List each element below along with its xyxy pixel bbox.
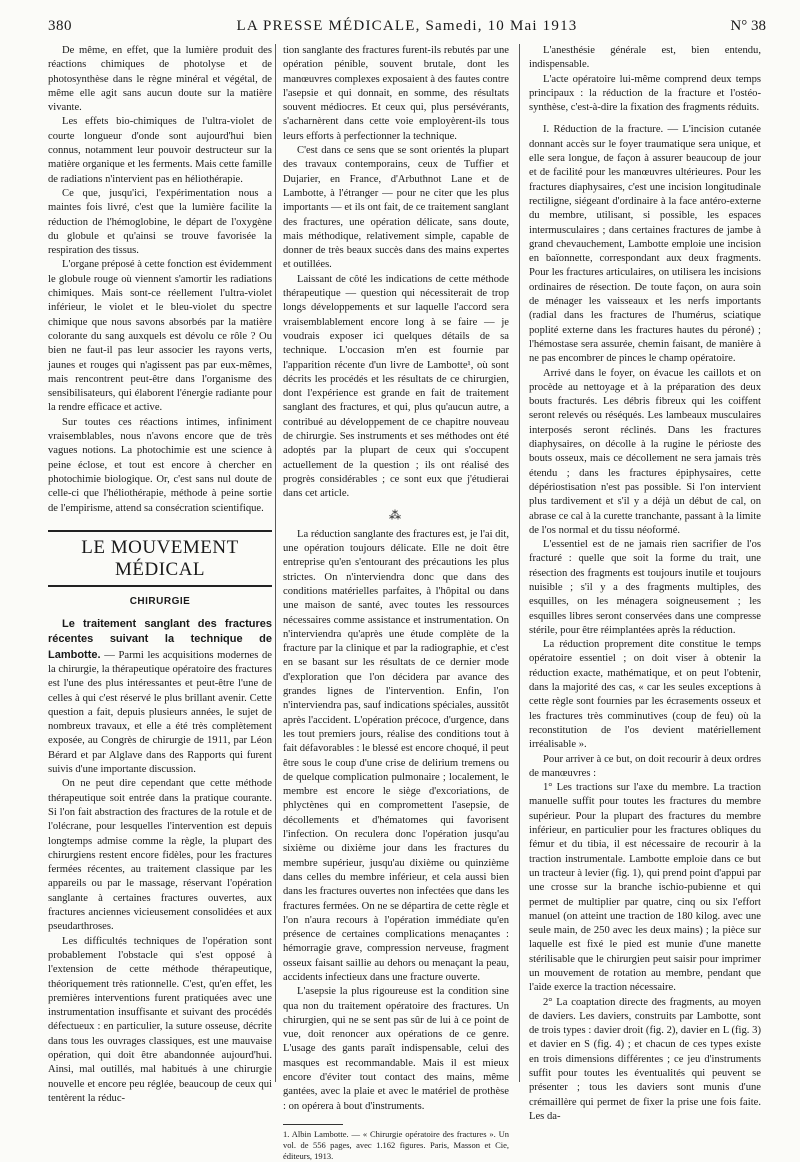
paragraph: Arrivé dans le foyer, on évacue les caillots et on procède au nettoyage et à la préparation des deux bouts fracturés. Les débris fibreux qui les coiffent seront relevés ou réséqués. Les lambeaux musculaires interposés seront réclinés. Dans les fractures diaphysaires, on décolle à la rugine le périoste des bouts osseux, mais ce décollement ne sera jamais très étendu ; dans les fractures épiphysaires, cette dépériostisation n'est pas possible. Si l'on intervient plus tardivement et s'il y a déjà un début de cal, on abrase ce cal à la curette tranchante, passant à la limite de l'os normal et du tissu néoformé. <box>529 367 761 536</box>
column-2 <box>283 44 509 1161</box>
paragraph: Sur toutes ces réactions intimes, infiniment vraisemblables, nous n'avons encore que de très vagues notions. La photochimie est une science à peine éclose, et tout est encore à chercher en photochimie biologique. Or, c'est sans nul doute de celle-ci que l'héliothérapie, méthode à peine sortie de l'empirisme, attend sa consécration scientifique. <box>48 416 272 514</box>
paragraph: On ne peut dire cependant que cette méthode thérapeutique soit entrée dans la pratique courante. Si l'on fait abstraction des fractures de la rotule et de l'olécrane, pour lesquelles l'intervention est depuis longtemps admise comme la règle, la plupart des chirurgiens restent encore fidèles, pour les fractures fermées récentes, au traitement classique par les appareils ou par le massage, réservant l'opération sanglante à certaines fractures ouvertes, aux fractures anciennes vicieusement consolidées et aux pseudarthroses. <box>48 778 272 933</box>
paragraph: L'essentiel est de ne jamais rien sacrifier de l'os fracturé : quelle que soit la forme du trait, une résection des fragments est toujours inutile et toujours nuisible ; s'il y a des fragments multiples, des esquilles, on les ménagera soigneusement ; les esquilles libres seront conservées dans une compresse stérile, pour être réimplantées après la réduction. <box>529 539 761 636</box>
section-title: LE MOUVEMENT MÉDICAL <box>81 536 239 580</box>
paragraph: Les effets bio-chimiques de l'ultra-violet de courte longueur d'onde sont aujourd'hui bien connus, notamment leur pouvoir destructeur sur la matière organique et les ferments. Mais cette famille de radiations n'intervient pas en héliothérapie. <box>48 116 272 185</box>
article-lead: — Parmi les acquisitions modernes de la chirurgie, la thérapeutique opératoire des fractures est l'une des plus intéressantes et peut-être l'une de celles à qui c'est réservé le plus brillant avenir. Cette question a fait, depuis plusieurs années, le sujet de nombreux travaux, et elle a été très complètement exposée, au Congrès de chirurgie de 1911, par Léon Bérard et par Alglave dans des Rapports qui furent suivis d'une importante discussion. <box>48 649 273 776</box>
paragraph: Les difficultés techniques de l'opération sont probablement l'obstacle qui s'est opposé à l'extension de cette méthode thérapeutique, théoriquement très rationnelle. C'est, qu'en effet, les premières interventions furent pratiquées avec une instrumentation insuffisante et suivant des procédés défectueux : en particulier, la suture osseuse, décrite dans tous les ouvrages classiques, est une mauvaise opération, qui doit être abandonnée aujourd'hui. Ainsi, mal outillés, mal habitués à une chirurgie nouvelle et encore peu réglée, beaucoup de ceux qui tentèrent la réduc- <box>48 935 272 1104</box>
paragraph: L'acte opératoire lui-même comprend deux temps principaux : la réduction de la fracture et l'ostéo-synthèse, c'est-à-dire la fixation des fragments réduits. <box>529 73 761 114</box>
section-header <box>48 530 272 587</box>
paragraph: L'organe préposé à cette fonction est évidemment le globule rouge où viennent s'amortir les radiations chimiques. Mais sont-ce réellement l'ultra-violet inférieur, le violet et le bleu-violet du spectre chimique que nous savons absorbés par la matière colorante du sang auxquels est dévolu ce rôle ? Ou bien ne faut-il pas leur associer les rayons verts, jaunes et rouges qui n'agissent pas par eux-mêmes, mais rencontrent peut-être dans l'organisme des sensibilisateurs, qui élaborent l'énergie radiante pour la rendre efficace et active. <box>48 259 272 414</box>
article-title: Le traitement sanglant des fractures récentes suivant la technique de Lambotte. <box>48 618 272 661</box>
paragraph: La réduction proprement dite constitue le temps opératoire essentiel ; on doit viser à obtenir la réduction exacte, mathématique, et on peut l'obtenir, dans la majorité des cas, « car les seules exceptions à cette règle sont fournies par les écrasements osseux et les fractures très comminutives (coup de feu) où la reconstitution de l'os devient matériellement irréalisable ». <box>529 639 761 751</box>
paragraph: 1° Les tractions sur l'axe du membre. La traction manuelle suffit pour toutes les fractures du membre supérieur. Pour la plupart des fractures du membre inférieur, en particulier pour les fractures obliques du fémur et du tibia, il est nécessaire de recourir à la traction instrumentale. Lambotte emploie dans ce but un tracteur à levier (fig. 1), qui prend point d'appui par une crosse sur la branche ischio-pubienne et qui permet de multiplier par quatre, cinq ou six l'effort manuel (on atteint une traction de 180 kilog. avec une seule main, de 250 avec les deux mains) ; la pièce sur laquelle est fixé le pied est munie d'une manette stérilisable que le chirurgien peut saisir pour imprimer un mouvement de rotation au membre, pendant que l'aide exerce la traction nécessaire. <box>529 782 761 994</box>
journal-title: LA PRESSE MÉDICALE, Samedi, 10 Mai 1913 <box>236 18 578 34</box>
column-divider <box>519 44 520 1082</box>
paragraph: Pour arriver à ce but, on doit recourir à deux ordres de manœuvres : <box>529 753 761 779</box>
footnote-rule <box>283 1124 343 1125</box>
paragraph: La réduction sanglante des fractures est, je l'ai dit, une opération toujours délicate. Elle ne doit être entreprise qu'en s'entourant des précautions les plus strictes. On n'interviendra donc que dans des conditions matérielles parfaites, à l'hôpital ou dans une maison de santé, avec toutes les ressources nécessaires comme assistance et instrumentation. On n'interviendra qu'après une étude complète de la fracture par la clinique et par la radiographie, et c'est en se basant sur les résultats de ce dernier mode d'exploration que l'on décidera par avance des grandes lignes de l'intervention. Enfin, l'on n'interviendra pas, sauf indications spéciales, aussitôt après l'accident. L'opération précoce, d'urgence, dans les tout premiers jours, réalise des conditions tout à fait défavorables : le blessé est encore choqué, il peut être sous le coup d'une crise de delirium tremens ou de quelque complication pulmonaire ; localement, le membre est encore le siège d'excoriations, de phlyctènes qui en compromettent l'asepsie, de décollements et d'hématomes qui favorisent l'infection. On reculera donc l'opération jusqu'au sixième ou dixième jour dans les fractures du membre supérieur, jusqu'au dixième ou quinzième dans celles du membre inférieur, et cela aussi bien dans les fractures ouvertes non infectées que dans les fractures fermées. On ne se départira de cette règle et l'on n'aura recours à l'opération immédiate qu'en présence de certaines complications menaçantes : hémorragie grave, compression nerveuse, fragment osseux faisant saillie au dehors ou menaçant la peau, accidents infectieux dans une fracture ouverte. <box>283 528 509 983</box>
footnote: 1. Albin Lambotte. — « Chirurgie opératoire des fractures ». Un vol. de 556 pages, avec 1.162 figures. Paris, Masson et Cie, éditeurs, 1913. <box>283 1128 509 1161</box>
issue-number: N° 38 <box>730 18 766 34</box>
column-3 <box>529 44 761 1122</box>
article-lead-paragraph <box>48 617 272 777</box>
paragraph: tion sanglante des fractures furent-ils rebutés par une opération pénible, souvent brutale, dont les manœuvres complexes exposaient à des fautes contre l'asepsie et qui donnait, en somme, des résultats souvent médiocres. Et ceux qui, plus persévérants, s'acharnèrent dans cette voie employèrent-ils tous leurs efforts à perfectionner la technique. <box>283 45 509 142</box>
running-head <box>48 18 766 40</box>
paragraph: Laissant de côté les indications de cette méthode thérapeutique — question qui nécessiterait de trop longs développements et sur laquelle l'accord sera vraisemblablement encore long à se faire — je voudrais exposer ici quelques détails de sa technique. L'occasion m'en est fournie par l'apparition récente d'un livre de Lambotte¹, où sont décrits les procédés et les résultats de ce chirurgien, dont l'expérience est grande en fait de traitement sanglant des fractures, et qui, plus qu'aucun autre, a contribué au développement de ce chapitre nouveau de chirurgie. Ses instruments et ses méthodes ont été adoptés par la plupart de ceux qui s'occupent actuellement de la question ; ils ont réalisé des progrès considérables ; ce sont eux que j'étudierai dans cet article. <box>283 273 509 500</box>
paragraph: 2° La coaptation directe des fragments, au moyen de daviers. Les daviers, construits par Lambotte, sont de trois types : davier droit (fig. 2), davier en L (fig. 3) et davier en S (fig. 4) ; et chacun de ces types existe en trois dimensions différentes ; ce jeu d'instruments suffit pour toutes les éventualités qui peuvent se présenter ; tous les daviers sont munis d'une crémaillère qui permet de fixer la prise une fois faite. Les da- <box>529 996 761 1122</box>
paragraph: L'anesthésie générale est, bien entendu, indispensable. <box>529 45 761 71</box>
column-1 <box>48 44 273 1104</box>
paragraph: Ce que, jusqu'ici, l'expérimentation nous a maintes fois livré, c'est que la lumière facilite la réduction de l'hémoglobine, le départ de l'oxygène du globule et qu'ainsi se trouve favorisée la respiration des tissus. <box>48 187 272 257</box>
asterism-separator: ⁂ <box>389 507 403 522</box>
paragraph: I. Réduction de la fracture. — L'incision cutanée donnant accès sur le foyer traumatique sera unique, et elle sera longue, de façon à assurer beaucoup de jour et de facilité pour les manœuvres ultérieures. Pour les fractures diaphysaires, c'est une incision longitudinale rectiligne, siégeant d'ordinaire à la face antéro-externe du membre, utilisant, si possible, les espaces intermusculaires ; dans certaines fractures de jambe à grand chevauchement, Lambotte emploie une incision en baïonnette, correspondant aux deux fragments. Pour les fractures articulaires, on utilisera les incisions ordinaires de résection. De toute façon, on aura soin de ménager les vaisseaux et les nerfs importants (radial dans les fractures de l'humérus, sciatique poplité externe dans les fractures hautes du péroné) ; l'hémostase sera assurée, chemin faisant, de manière à ne pas encombrer de pinces le champ opératoire. <box>529 124 761 365</box>
paragraph: C'est dans ce sens que se sont orientés la plupart des travaux contemporains, ceux de Tuffier et Dujarier, en France, d'Arbuthnot Lane et de Lambotte, à l'étranger — pour ne citer que les plus importants — et ils ont fait, de ce traitement sanglant des fractures, une opération délicate, sans doute, mais méthodique, relativement simple, capable de donner de très beaux succès dans des mains expertes et outillées. <box>283 145 509 271</box>
subsection-title: CHIRURGIE <box>129 595 191 607</box>
page-number: 380 <box>48 18 72 34</box>
paragraph: De même, en effet, que la lumière produit des réactions chimiques de photolyse et de photosynthèse dans le règne minéral et végétal, de même elle agit sans aucun doute sur la matière vivante. <box>48 45 272 114</box>
column-divider <box>275 44 276 1082</box>
paragraph: L'asepsie la plus rigoureuse est la condition sine qua non du traitement opératoire des fractures. Un chirurgien, qui ne se sent pas sûr de lui à ce point de vue, doit renoncer aux opérations de ce genre. L'usage des gants paraît indispensable, celui des masques est recommandable. Mais il est mieux encore d'éviter tout contact des mains, même gantées, avec la plaie et avec le matériel de prothèse : on opérera à bout d'instruments. <box>283 986 509 1112</box>
